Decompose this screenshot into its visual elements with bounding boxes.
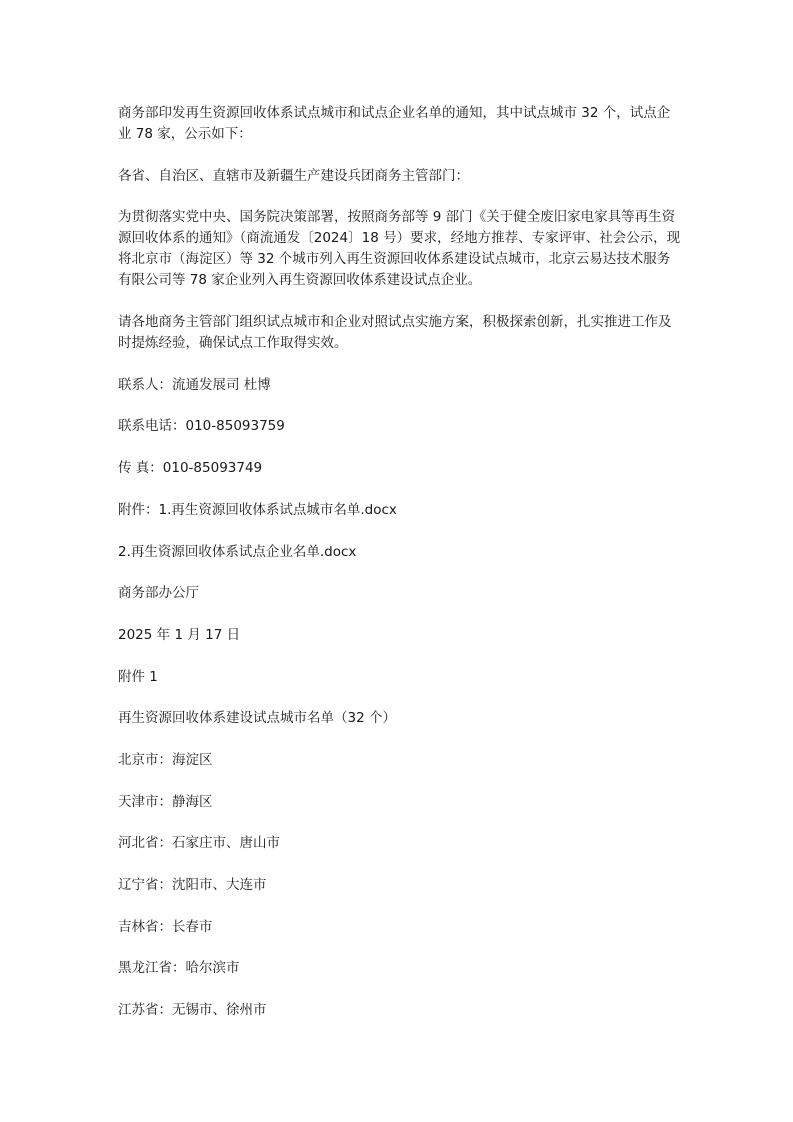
attachment-heading: 附件 1 <box>118 668 158 685</box>
list-item: 河北省：石家庄市、唐山市 <box>118 835 280 852</box>
list-item: 天津市：静海区 <box>118 793 213 810</box>
contact-fax: 传 真：010-85093749 <box>118 460 263 477</box>
attachment-link-2[interactable]: 2.再生资源回收体系试点企业名单.docx <box>118 543 357 560</box>
salutation: 各省、自治区、直辖市及新疆生产建设兵团商务主管部门： <box>118 167 469 184</box>
document-body <box>118 103 683 1042</box>
list-item: 江苏省：无锡市、徐州市 <box>118 1002 267 1019</box>
list-item: 吉林省：长春市 <box>118 918 213 935</box>
intro-paragraph: 商务部印发再生资源回收体系试点城市和试点企业名单的通知，其中试点城市 32 个，试点企业 78 家，公示如下： <box>118 105 671 142</box>
contact-person: 联系人：流通发展司 杜博 <box>118 376 271 393</box>
list-item: 黑龙江省：哈尔滨市 <box>118 960 240 977</box>
contact-phone: 联系电话：010-85093759 <box>118 418 285 435</box>
date: 2025 年 1 月 17 日 <box>118 626 241 643</box>
list-item: 北京市：海淀区 <box>118 751 213 768</box>
body-paragraph: 为贯彻落实党中央、国务院决策部署，按照商务部等 9 部门《关于健全废旧家电家具等再生资源回收体系的通知》（商流通发〔2024〕18 号）要求，经地方推荐、专家评审、社会公示，现将北京市（海淀区）等 32 个城市列入再生资源回收体系建设试点城市，北京云易达技术服务有限公司等 78 家企业列入再生资源回收体系建设试点企业。 <box>118 209 681 289</box>
list-item: 辽宁省：沈阳市、大连市 <box>118 877 267 893</box>
attachment-link-1[interactable]: 附件：1.再生资源回收体系试点城市名单.docx <box>118 501 397 518</box>
list-title: 再生资源回收体系建设试点城市名单（32 个） <box>118 710 396 727</box>
body-paragraph: 请各地商务主管部门组织试点城市和企业对照试点实施方案，积极探索创新，扎实推进工作及时提炼经验，确保试点工作取得实效。 <box>118 314 672 352</box>
issuer: 商务部办公厅 <box>118 585 199 602</box>
